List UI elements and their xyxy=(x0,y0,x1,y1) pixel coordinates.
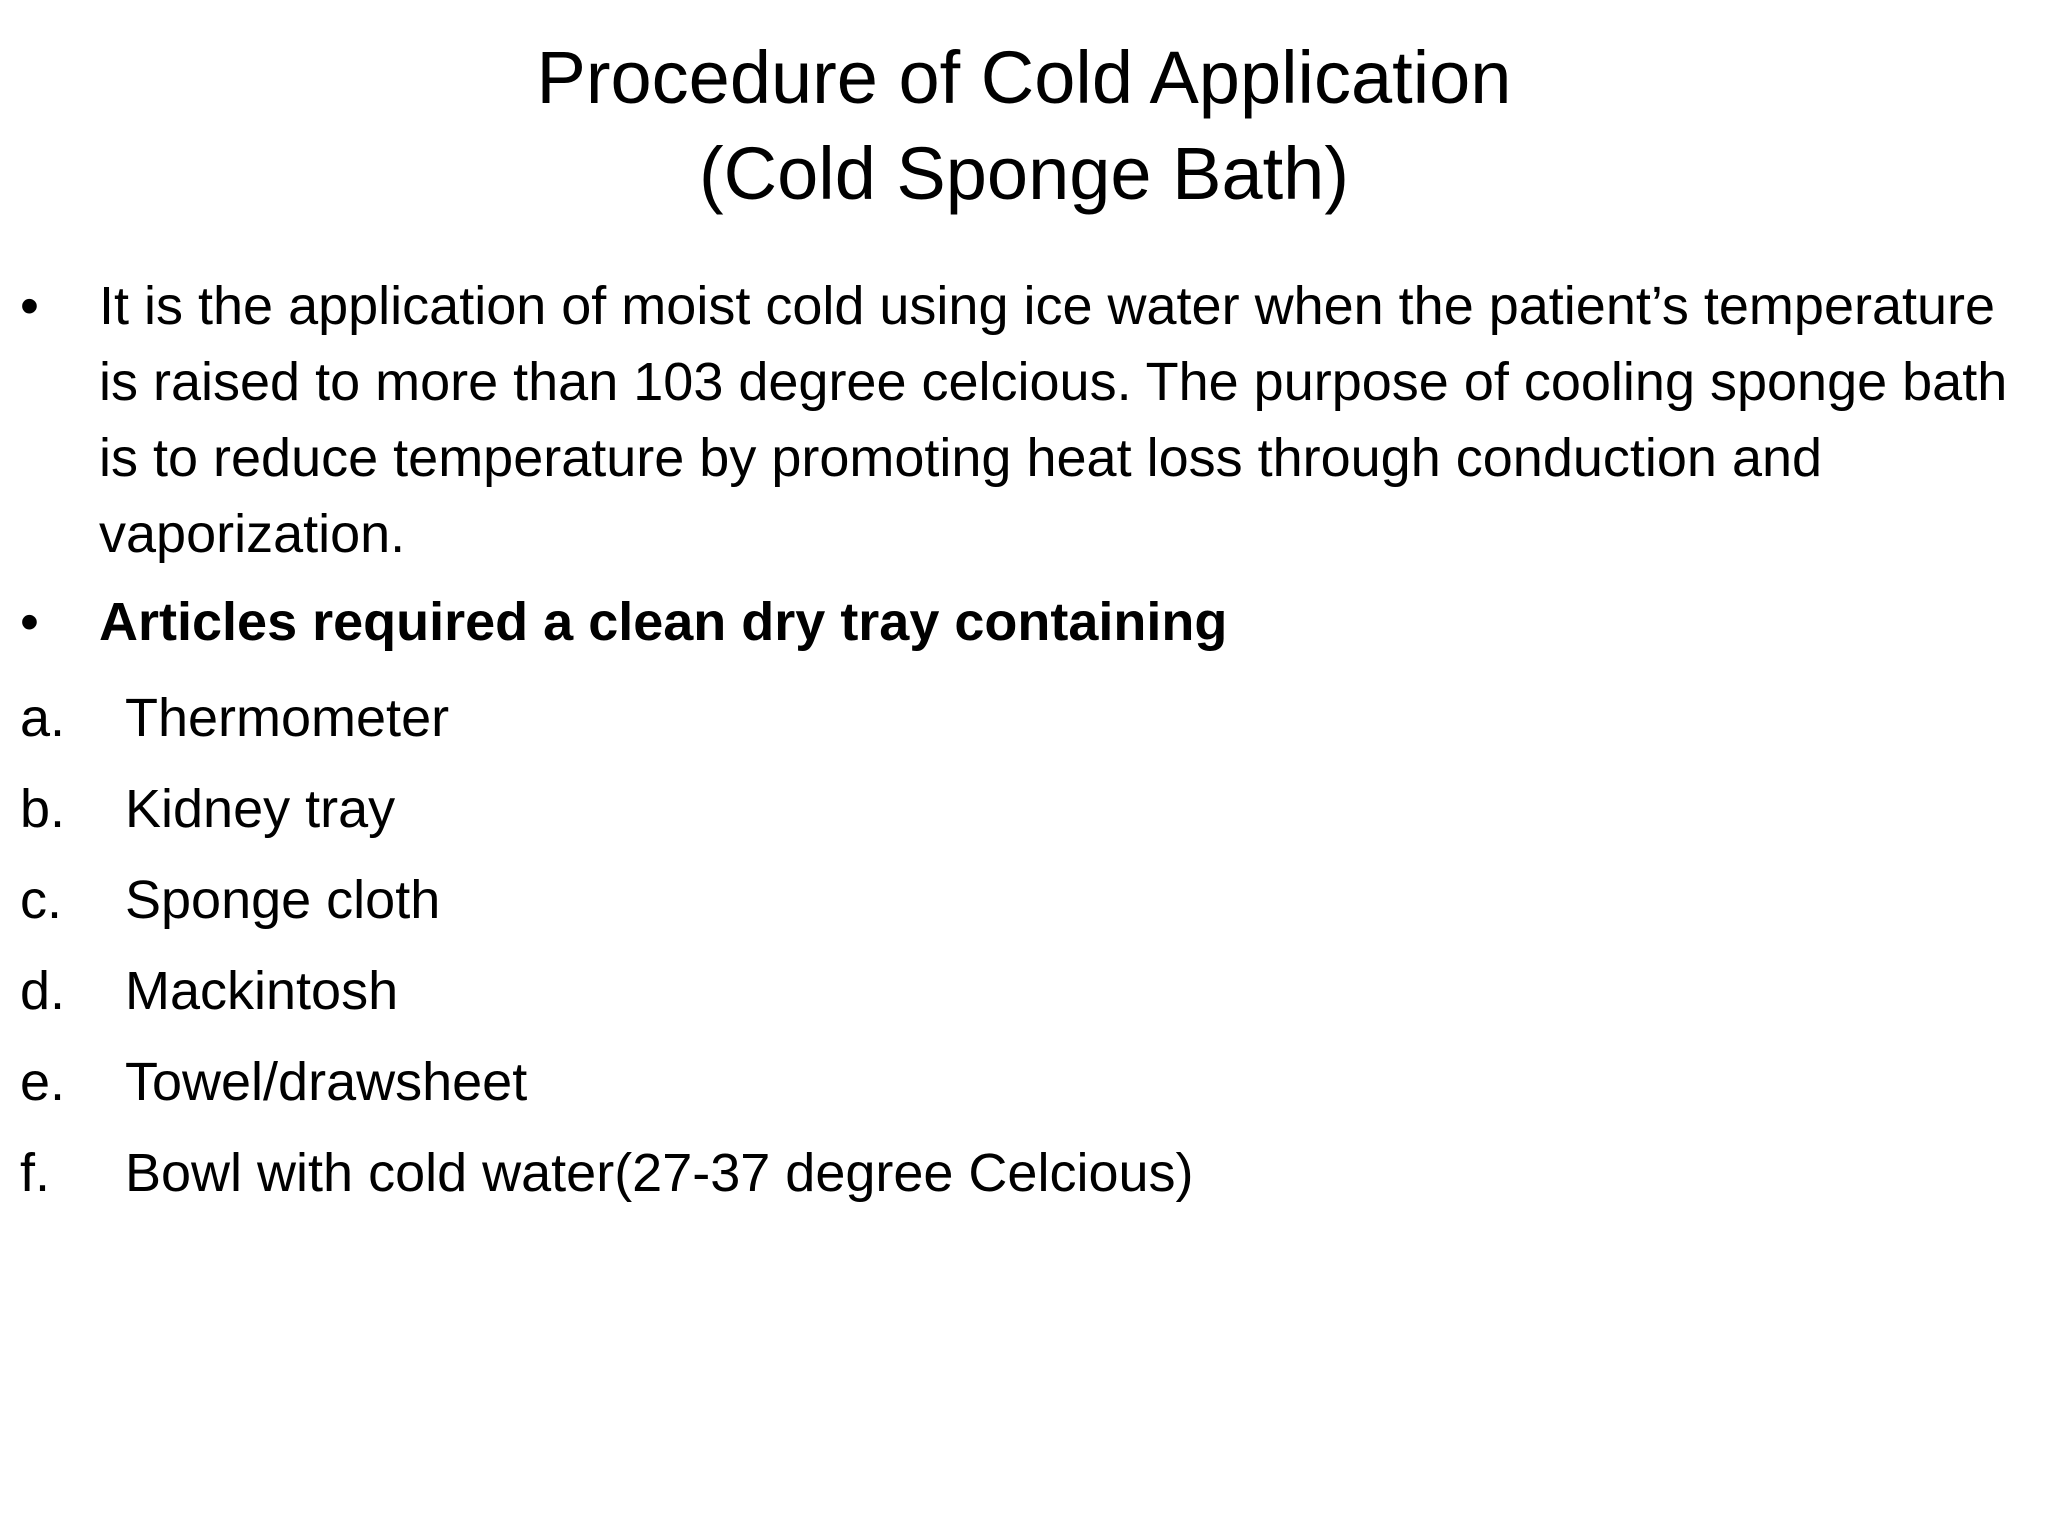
list-marker: d. xyxy=(20,961,66,1021)
list-marker: b. xyxy=(20,779,66,839)
bullet-text: It is the application of moist cold using ice water when the patient’s temperature is raised to more than 103 degree celcious. The purpose of cooling sponge bath is to reduce temperature by promoting heat loss through conduction and vaporization. xyxy=(99,276,2008,564)
list-marker: a. xyxy=(20,688,66,748)
list-item xyxy=(0,953,2000,1044)
list-item-text: Bowl with cold water(27-37 degree Celcious) xyxy=(125,1143,1194,1203)
bullet-item-articles xyxy=(0,584,2020,660)
articles-list xyxy=(0,680,2000,1226)
list-item-text: Thermometer xyxy=(125,688,450,748)
list-item xyxy=(0,680,2000,771)
list-item-text: Mackintosh xyxy=(125,961,399,1021)
title-line-2: (Cold Sponge Bath) xyxy=(699,132,1349,215)
bullet-list xyxy=(0,268,2020,660)
list-item xyxy=(0,1044,2000,1135)
list-item xyxy=(0,862,2000,953)
list-marker: f. xyxy=(20,1143,51,1203)
list-item xyxy=(0,1135,2000,1226)
bullet-marker: • xyxy=(20,276,39,336)
slide-title xyxy=(0,30,2048,222)
list-item-text: Kidney tray xyxy=(125,779,396,839)
list-item xyxy=(0,771,2000,862)
list-item-text: Sponge cloth xyxy=(125,870,441,930)
list-item-text: Towel/drawsheet xyxy=(125,1052,528,1112)
bullet-marker: • xyxy=(20,592,39,652)
list-marker: e. xyxy=(20,1052,66,1112)
title-line-1: Procedure of Cold Application xyxy=(536,36,1512,119)
bullet-item-definition xyxy=(0,268,2020,572)
bullet-text: Articles required a clean dry tray containing xyxy=(99,592,1228,652)
list-marker: c. xyxy=(20,870,63,930)
